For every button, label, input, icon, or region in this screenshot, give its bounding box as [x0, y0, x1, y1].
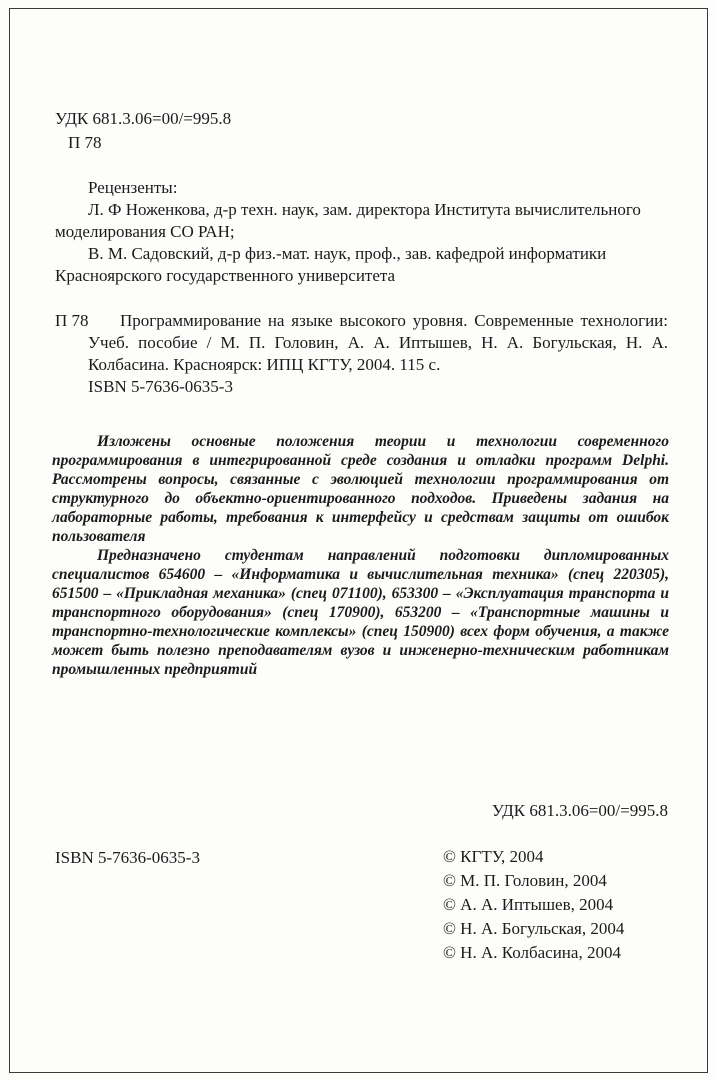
catalog-code: П 78 — [55, 311, 89, 330]
reviewer-entry: В. М. Садовский, д-р физ.-мат. наук, проф., зав. кафедрой информатики Красноярского государственного университета — [55, 244, 607, 285]
copyright-list — [443, 845, 624, 965]
copyright-line: © Н. А. Богульская, 2004 — [443, 919, 625, 938]
annotation-block — [52, 432, 669, 679]
copyright-line: © М. П. Головин, 2004 — [443, 871, 607, 890]
bibliographic-entry: Программирование на языке высокого уровня. Современные технологии: Учеб. пособие / М. П. Головин, А. А. Иптышев, Н. А. Богульская, Н. А. Колбасина. Красноярск: ИПЦ КГТУ, 2004. 115 с. — [88, 311, 668, 374]
copyright-line: © А. А. Иптышев, 2004 — [443, 895, 614, 914]
udk-classification-block — [55, 108, 231, 154]
isbn-top: ISBN 5-7636-0635-3 — [88, 377, 233, 396]
copyright-line: © Н. А. Колбасина, 2004 — [443, 943, 621, 962]
catalog-entry-block — [55, 310, 668, 398]
annotation-paragraph: Изложены основные положения теории и технологии современного программирования в интегрированной среде создания и отладки программ Delphi. Рассмотрены вопросы, связанные с эволюцией технологии программирования от структурного до объектно-ориентированного подходов. Приведены задания на лабораторные работы, требования к интерфейсу и средствам защиты от ошибок пользователя — [52, 433, 669, 545]
copyright-line: © КГТУ, 2004 — [443, 847, 544, 866]
bbk-author-code: П 78 — [68, 133, 102, 152]
udk-number: УДК 681.3.06=00/=995.8 — [55, 109, 232, 128]
udk-number-bottom: УДК 681.3.06=00/=995.8 — [491, 801, 668, 820]
reviewers-heading: Рецензенты: — [88, 178, 178, 197]
annotation-paragraph: Предназначено студентам направлений подготовки дипломированных специалистов 654600 – «Информатика и вычислительная техника» (спец 220305), 651500 – «Прикладная механика» (спец 071100), 653300 – «Эксплуатация транспорта и транспортного оборудования» (спец 170900), 653200 – «Транспортные машины и транспортно-технологические комплексы» (спец 150900) всех форм обучения, а также может быть полезно преподавателям вузов и инженерно-техническим работникам промышленных предприятий — [52, 547, 669, 678]
isbn-bottom: ISBN 5-7636-0635-3 — [55, 848, 200, 867]
reviewers-block — [55, 177, 668, 287]
reviewer-entry: Л. Ф Ноженкова, д-р техн. наук, зам. директора Института вычислительного моделирования СО РАН; — [55, 200, 641, 241]
